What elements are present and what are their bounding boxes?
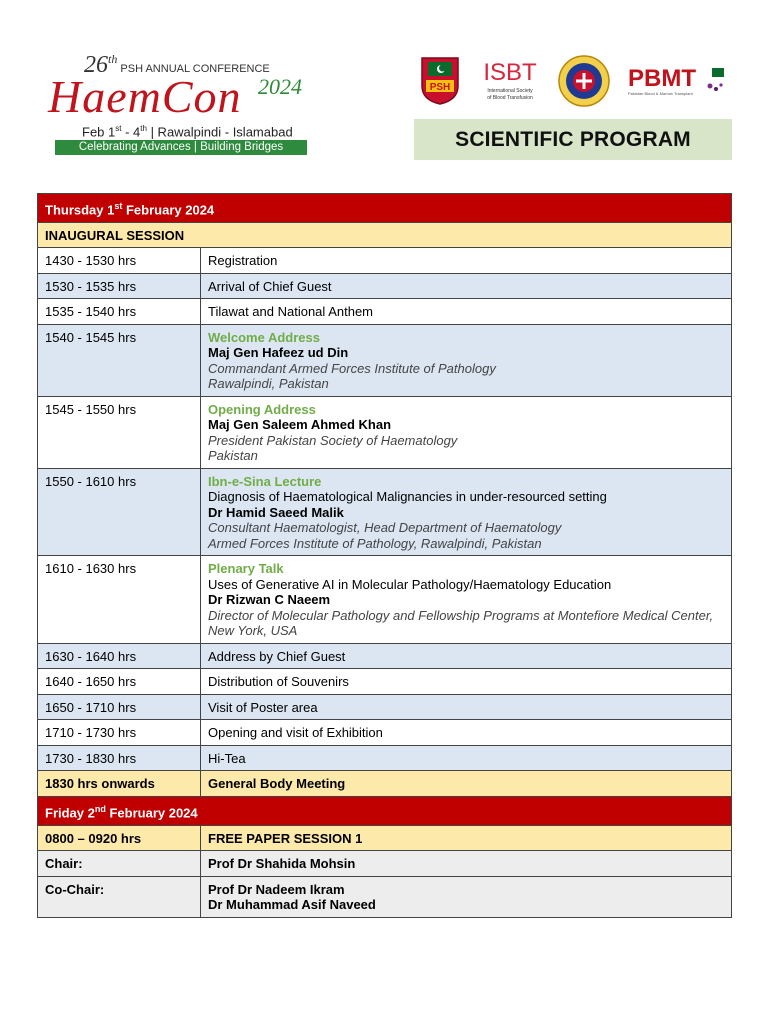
table-row bbox=[38, 248, 732, 274]
svg-text:International Society: International Society bbox=[487, 88, 533, 94]
chair-label: Chair: bbox=[38, 851, 201, 877]
table-row bbox=[38, 771, 732, 797]
session-title: FREE PAPER SESSION 1 bbox=[201, 825, 732, 851]
conference-ordinal-suffix: th bbox=[108, 52, 118, 66]
speaker-name: Maj Gen Saleem Ahmed Khan bbox=[208, 417, 392, 433]
cochair-name: Prof Dr Nadeem Ikram bbox=[208, 881, 345, 897]
table-row bbox=[38, 745, 732, 771]
scientific-program-heading: SCIENTIFIC PROGRAM bbox=[414, 119, 732, 160]
conference-year: 2024 bbox=[258, 74, 302, 99]
session-row bbox=[38, 825, 732, 851]
isbt-logo bbox=[476, 56, 544, 104]
activity-cell: General Body Meeting bbox=[201, 771, 732, 797]
activity-cell: Opening and visit of Exhibition bbox=[201, 720, 732, 746]
table-row bbox=[38, 720, 732, 746]
program-table bbox=[37, 193, 732, 918]
cochair-name: Dr Muhammad Asif Naveed bbox=[208, 897, 376, 913]
time-cell: 1730 - 1830 hrs bbox=[38, 745, 201, 771]
table-row bbox=[38, 694, 732, 720]
time-cell: 1640 - 1650 hrs bbox=[38, 669, 201, 695]
talk-title: Opening Address bbox=[208, 401, 316, 417]
time-cell: 1610 - 1630 hrs bbox=[38, 556, 201, 644]
time-cell: 1430 - 1530 hrs bbox=[38, 248, 201, 274]
time-cell: 1650 - 1710 hrs bbox=[38, 694, 201, 720]
speaker-affiliation: Director of Molecular Pathology and Fellowship Programs at Montefiore Medical Center, New York, USA bbox=[208, 607, 714, 639]
speaker-affiliation: President Pakistan Society of Haematology bbox=[208, 432, 458, 448]
table-row bbox=[38, 396, 732, 468]
activity-cell: Registration bbox=[201, 248, 732, 274]
day-header-row bbox=[38, 796, 732, 825]
svg-text:PBMT: PBMT bbox=[628, 65, 696, 92]
conference-ordinal: 26 bbox=[84, 52, 108, 78]
conference-title: PSH ANNUAL CONFERENCE bbox=[120, 63, 270, 75]
table-row bbox=[38, 273, 732, 299]
table-row bbox=[38, 556, 732, 644]
svg-text:PSH: PSH bbox=[429, 82, 451, 93]
activity-cell bbox=[201, 556, 732, 644]
activity-cell bbox=[201, 324, 732, 396]
conference-dates: Feb 1st - 4th | Rawalpindi - Islamabad bbox=[82, 124, 293, 140]
cochair-row bbox=[38, 876, 732, 917]
time-cell: 1830 hrs onwards bbox=[38, 771, 201, 797]
day-header: Thursday 1st February 2024 bbox=[38, 194, 732, 223]
activity-cell: Arrival of Chief Guest bbox=[201, 273, 732, 299]
activity-cell bbox=[201, 396, 732, 468]
time-cell: 1535 - 1540 hrs bbox=[38, 299, 201, 325]
time-cell: 0800 – 0920 hrs bbox=[38, 825, 201, 851]
chair-name: Prof Dr Shahida Mohsin bbox=[201, 851, 732, 877]
speaker-name: Maj Gen Hafeez ud Din bbox=[208, 345, 349, 361]
psh-logo bbox=[420, 56, 460, 106]
afip-logo bbox=[557, 54, 611, 108]
conference-brand: HaemCon bbox=[48, 71, 242, 122]
table-row bbox=[38, 324, 732, 396]
svg-text:of Blood Transfusion: of Blood Transfusion bbox=[487, 95, 533, 101]
speaker-name: Dr Hamid Saeed Malik bbox=[208, 504, 344, 520]
time-cell: 1540 - 1545 hrs bbox=[38, 324, 201, 396]
activity-cell: Hi-Tea bbox=[201, 745, 732, 771]
svg-text:Pakistan Blood & Marrow Transp: Pakistan Blood & Marrow Transplant bbox=[628, 91, 693, 96]
speaker-affiliation: Armed Forces Institute of Pathology, Rawalpindi, Pakistan bbox=[208, 535, 542, 551]
activity-cell: Tilawat and National Anthem bbox=[201, 299, 732, 325]
session-title: INAUGURAL SESSION bbox=[38, 222, 732, 248]
talk-title: Welcome Address bbox=[208, 329, 320, 345]
talk-topic: Diagnosis of Haematological Malignancies in under-resourced setting bbox=[208, 489, 607, 505]
time-cell: 1545 - 1550 hrs bbox=[38, 396, 201, 468]
table-row bbox=[38, 643, 732, 669]
talk-title: Ibn-e-Sina Lecture bbox=[208, 473, 322, 489]
time-cell: 1550 - 1610 hrs bbox=[38, 468, 201, 556]
activity-cell bbox=[201, 468, 732, 556]
table-row bbox=[38, 299, 732, 325]
session-row bbox=[38, 222, 732, 248]
speaker-affiliation: Commandant Armed Forces Institute of Pathology bbox=[208, 360, 496, 376]
time-cell: 1530 - 1535 hrs bbox=[38, 273, 201, 299]
speaker-name: Dr Rizwan C Naeem bbox=[208, 592, 331, 608]
table-row bbox=[38, 468, 732, 556]
speaker-affiliation: Rawalpindi, Pakistan bbox=[208, 376, 329, 392]
activity-cell: Address by Chief Guest bbox=[201, 643, 732, 669]
chair-row bbox=[38, 851, 732, 877]
speaker-affiliation: Pakistan bbox=[208, 448, 258, 464]
time-cell: 1710 - 1730 hrs bbox=[38, 720, 201, 746]
pbmt-logo bbox=[628, 62, 728, 102]
conference-tagline: Celebrating Advances | Building Bridges bbox=[55, 140, 307, 155]
time-cell: 1630 - 1640 hrs bbox=[38, 643, 201, 669]
cochair-label: Co-Chair: bbox=[38, 876, 201, 917]
cochair-names bbox=[201, 876, 732, 917]
svg-text:ISBT: ISBT bbox=[483, 59, 537, 86]
talk-topic: Uses of Generative AI in Molecular Pathology/Haematology Education bbox=[208, 576, 612, 592]
talk-title: Plenary Talk bbox=[208, 561, 284, 577]
speaker-affiliation: Consultant Haematologist, Head Department of Haematology bbox=[208, 520, 562, 536]
activity-cell: Distribution of Souvenirs bbox=[201, 669, 732, 695]
day-header: Friday 2nd February 2024 bbox=[38, 796, 732, 825]
table-row bbox=[38, 669, 732, 695]
activity-cell: Visit of Poster area bbox=[201, 694, 732, 720]
day-header-row bbox=[38, 194, 732, 223]
